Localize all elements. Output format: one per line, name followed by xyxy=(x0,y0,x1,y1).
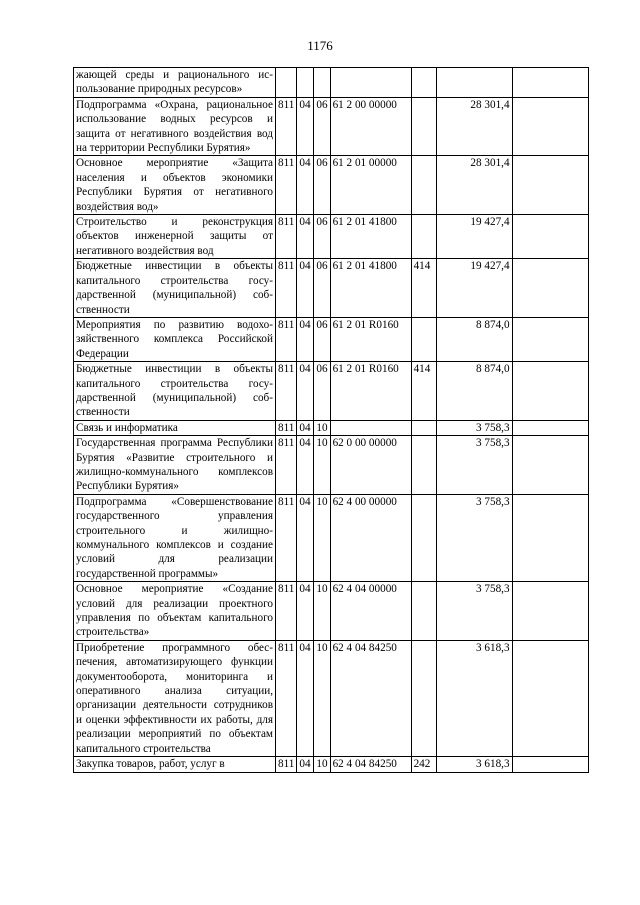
table-row xyxy=(74,97,589,156)
row-empty-cell xyxy=(512,362,588,421)
row-section-code: 04 xyxy=(297,215,314,259)
row-target-article: 62 4 04 84250 xyxy=(330,757,411,772)
row-section-code: 04 xyxy=(297,494,314,581)
row-section-code: 04 xyxy=(297,436,314,495)
row-name: Мероприятия по развитию водохозяйственного комплекса Российской Федерации xyxy=(74,317,276,361)
row-ved-code: 811 xyxy=(276,215,297,259)
row-ved-code xyxy=(276,68,297,98)
row-amount: 28 301,4 xyxy=(436,97,512,156)
row-name: Закупка товаров, работ, услуг в xyxy=(74,757,276,772)
row-expense-type xyxy=(411,317,436,361)
row-subsection-code: 10 xyxy=(314,494,330,581)
table-row xyxy=(74,156,589,215)
row-name: Приобретение программного обеспечения, автоматизирующего функции документооборота, мониторинга и оперативного анализа ситуации, организации деятельности сотрудников и оценки эффективности их работы, для реализации мероприятий по объектам капитального строительства xyxy=(74,640,276,756)
row-ved-code: 811 xyxy=(276,156,297,215)
row-amount: 19 427,4 xyxy=(436,259,512,318)
row-target-article: 61 2 00 00000 xyxy=(330,97,411,156)
row-amount: 3 758,3 xyxy=(436,420,512,435)
row-section-code: 04 xyxy=(297,362,314,421)
row-empty-cell xyxy=(512,215,588,259)
row-empty-cell xyxy=(512,582,588,641)
table-row xyxy=(74,757,589,772)
table-row xyxy=(74,362,589,421)
row-expense-type xyxy=(411,97,436,156)
row-amount: 3 618,3 xyxy=(436,757,512,772)
row-name: Строительство и реконструкция объектов инженерной защиты от негативного воздействия вод xyxy=(74,215,276,259)
row-ved-code: 811 xyxy=(276,436,297,495)
row-name: Бюджетные инвестиции в объекты капитального строительства государственной (муниципальной) собственности xyxy=(74,259,276,318)
row-target-article: 62 0 00 00000 xyxy=(330,436,411,495)
row-ved-code: 811 xyxy=(276,259,297,318)
row-amount: 28 301,4 xyxy=(436,156,512,215)
table-row xyxy=(74,68,589,98)
row-empty-cell xyxy=(512,317,588,361)
row-target-article: 62 4 00 00000 xyxy=(330,494,411,581)
row-section-code: 04 xyxy=(297,259,314,318)
row-subsection-code: 06 xyxy=(314,259,330,318)
row-ved-code: 811 xyxy=(276,362,297,421)
row-name: Связь и информатика xyxy=(74,420,276,435)
row-section-code: 04 xyxy=(297,640,314,756)
row-target-article: 62 4 04 84250 xyxy=(330,640,411,756)
row-ved-code: 811 xyxy=(276,582,297,641)
row-subsection-code: 10 xyxy=(314,420,330,435)
row-subsection-code: 10 xyxy=(314,436,330,495)
row-amount: 3 758,3 xyxy=(436,494,512,581)
row-amount: 3 618,3 xyxy=(436,640,512,756)
row-amount: 8 874,0 xyxy=(436,362,512,421)
row-subsection-code xyxy=(314,68,330,98)
row-section-code: 04 xyxy=(297,97,314,156)
row-empty-cell xyxy=(512,420,588,435)
row-expense-type: 414 xyxy=(411,362,436,421)
row-name: Государственная программа Республики Бурятия «Развитие строительного и жилищно-коммунального комплексов Республики Бурятия» xyxy=(74,436,276,495)
row-expense-type xyxy=(411,215,436,259)
row-amount: 3 758,3 xyxy=(436,436,512,495)
page-number: 1176 xyxy=(307,38,333,53)
row-subsection-code: 06 xyxy=(314,97,330,156)
row-target-article: 61 2 01 41800 xyxy=(330,259,411,318)
row-expense-type xyxy=(411,582,436,641)
row-subsection-code: 10 xyxy=(314,640,330,756)
row-ved-code: 811 xyxy=(276,97,297,156)
table-row xyxy=(74,420,589,435)
row-ved-code: 811 xyxy=(276,757,297,772)
row-target-article: 62 4 04 00000 xyxy=(330,582,411,641)
table-row xyxy=(74,215,589,259)
row-name: Подпрограмма «Совершенствование государственного управления строительного и жилищно-коммунального комплексов и создание условий для реализации государственной программы» xyxy=(74,494,276,581)
row-section-code: 04 xyxy=(297,156,314,215)
row-empty-cell xyxy=(512,156,588,215)
row-expense-type xyxy=(411,68,436,98)
row-empty-cell xyxy=(512,68,588,98)
table-row xyxy=(74,436,589,495)
row-target-article: 61 2 01 R0160 xyxy=(330,362,411,421)
table-row xyxy=(74,640,589,756)
row-section-code: 04 xyxy=(297,757,314,772)
row-expense-type xyxy=(411,156,436,215)
table-row xyxy=(74,582,589,641)
row-name: Бюджетные инвестиции в объекты капитального строительства государственной (муниципальной) собственности xyxy=(74,362,276,421)
table-row xyxy=(74,259,589,318)
row-target-article: 61 2 01 R0160 xyxy=(330,317,411,361)
row-amount: 19 427,4 xyxy=(436,215,512,259)
row-subsection-code: 06 xyxy=(314,156,330,215)
row-target-article: 61 2 01 00000 xyxy=(330,156,411,215)
row-expense-type xyxy=(411,640,436,756)
row-amount xyxy=(436,68,512,98)
budget-table xyxy=(73,67,589,773)
table-row xyxy=(74,494,589,581)
row-ved-code: 811 xyxy=(276,420,297,435)
row-ved-code: 811 xyxy=(276,494,297,581)
row-subsection-code: 06 xyxy=(314,362,330,421)
row-target-article xyxy=(330,68,411,98)
row-name: жающей среды и рационального использование природных ресурсов» xyxy=(74,68,276,98)
row-empty-cell xyxy=(512,494,588,581)
row-subsection-code: 06 xyxy=(314,215,330,259)
row-target-article: 61 2 01 41800 xyxy=(330,215,411,259)
row-name: Подпрограмма «Охрана, рациональное использование водных ресурсов и защита от негативного воздействия вод на территории Республики Бурятия» xyxy=(74,97,276,156)
table-row xyxy=(74,317,589,361)
row-name: Основное мероприятие «Защита населения и объектов экономики Республики Бурятия от негативного воздействия вод» xyxy=(74,156,276,215)
row-section-code: 04 xyxy=(297,420,314,435)
row-empty-cell xyxy=(512,757,588,772)
row-subsection-code: 10 xyxy=(314,757,330,772)
row-amount: 3 758,3 xyxy=(436,582,512,641)
row-expense-type xyxy=(411,420,436,435)
row-ved-code: 811 xyxy=(276,640,297,756)
row-empty-cell xyxy=(512,259,588,318)
row-section-code: 04 xyxy=(297,317,314,361)
row-amount: 8 874,0 xyxy=(436,317,512,361)
row-name: Основное мероприятие «Создание условий для реализации проектного управления по объектам капитального строительства» xyxy=(74,582,276,641)
row-empty-cell xyxy=(512,97,588,156)
row-expense-type: 414 xyxy=(411,259,436,318)
row-expense-type xyxy=(411,494,436,581)
row-empty-cell xyxy=(512,436,588,495)
row-subsection-code: 10 xyxy=(314,582,330,641)
row-target-article xyxy=(330,420,411,435)
row-subsection-code: 06 xyxy=(314,317,330,361)
row-ved-code: 811 xyxy=(276,317,297,361)
row-empty-cell xyxy=(512,640,588,756)
row-section-code xyxy=(297,68,314,98)
row-expense-type xyxy=(411,436,436,495)
row-expense-type: 242 xyxy=(411,757,436,772)
row-section-code: 04 xyxy=(297,582,314,641)
